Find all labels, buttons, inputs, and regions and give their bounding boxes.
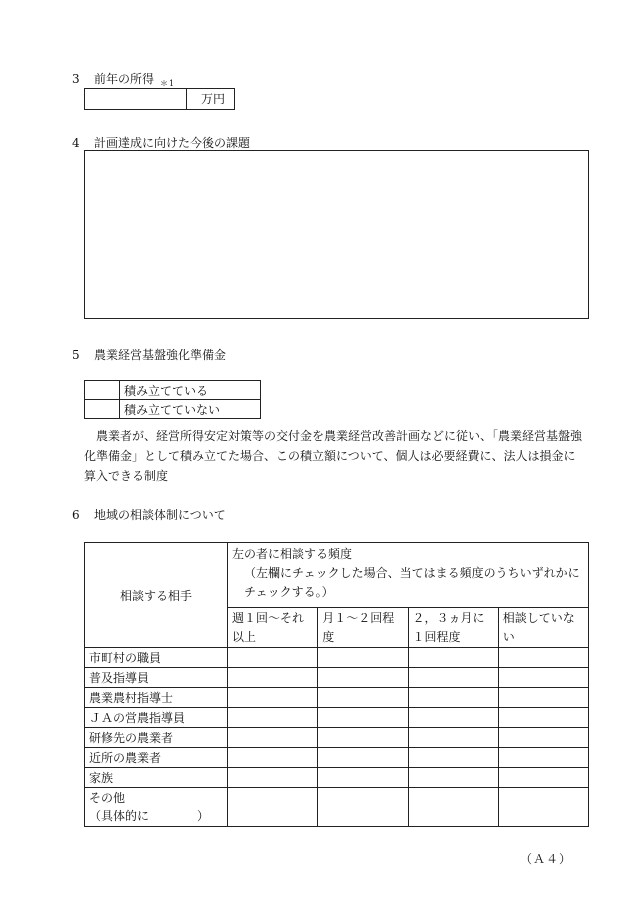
frequency-cell[interactable] bbox=[408, 748, 498, 768]
other-consultant-label: その他 bbox=[89, 791, 126, 805]
table-row bbox=[85, 648, 589, 668]
reserve-option-label: 積み立てている bbox=[120, 381, 261, 400]
frequency-cell[interactable] bbox=[318, 788, 408, 827]
consultation-table bbox=[84, 542, 589, 827]
reserve-choice-table bbox=[84, 380, 261, 419]
consultant-label: 家族 bbox=[85, 768, 228, 788]
frequency-cell[interactable] bbox=[408, 788, 498, 827]
consultant-label: 普及指導員 bbox=[85, 668, 228, 688]
frequency-column-header: 月１～２回程度 bbox=[318, 608, 408, 648]
table-row bbox=[85, 668, 589, 688]
consultant-label: 研修先の農業者 bbox=[85, 728, 228, 748]
other-consultant-cell bbox=[85, 788, 228, 827]
frequency-cell[interactable] bbox=[408, 668, 498, 688]
frequency-header bbox=[228, 543, 589, 608]
frequency-cell[interactable] bbox=[498, 728, 588, 748]
frequency-cell[interactable] bbox=[228, 728, 318, 748]
other-consultant-detail: （具体的に ） bbox=[89, 809, 210, 823]
frequency-cell[interactable] bbox=[318, 728, 408, 748]
frequency-cell[interactable] bbox=[228, 688, 318, 708]
frequency-column-header: ２，３ヵ月に１回程度 bbox=[408, 608, 498, 648]
frequency-cell[interactable] bbox=[318, 688, 408, 708]
table-row bbox=[85, 768, 589, 788]
frequency-cell[interactable] bbox=[408, 708, 498, 728]
frequency-column-header: 相談していない bbox=[498, 608, 588, 648]
income-input[interactable] bbox=[85, 89, 187, 109]
page-code: （Ａ４） bbox=[519, 852, 572, 866]
section-title: 地域の相談体制について bbox=[94, 508, 226, 522]
table-row bbox=[85, 728, 589, 748]
table-row bbox=[85, 688, 589, 708]
consultant-label: 市町村の職員 bbox=[85, 648, 228, 668]
reserve-checkbox[interactable] bbox=[85, 381, 120, 400]
reserve-option-label: 積み立てていない bbox=[120, 400, 261, 419]
who-column-header: 相談する相手 bbox=[85, 543, 228, 648]
section-number: 5 bbox=[72, 348, 80, 362]
section-number: 6 bbox=[72, 508, 80, 522]
frequency-cell[interactable] bbox=[228, 748, 318, 768]
frequency-cell[interactable] bbox=[228, 788, 318, 827]
frequency-cell[interactable] bbox=[498, 788, 588, 827]
income-field bbox=[84, 88, 235, 110]
section-title: 農業経営基盤強化準備金 bbox=[94, 348, 227, 362]
section-3-heading bbox=[72, 70, 175, 87]
frequency-cell[interactable] bbox=[498, 688, 588, 708]
section-4-heading bbox=[72, 134, 250, 151]
frequency-cell[interactable] bbox=[498, 708, 588, 728]
section-6-heading bbox=[72, 506, 226, 523]
frequency-cell[interactable] bbox=[408, 688, 498, 708]
frequency-cell[interactable] bbox=[498, 668, 588, 688]
reserve-option-row bbox=[85, 400, 261, 419]
frequency-cell[interactable] bbox=[318, 708, 408, 728]
frequency-cell[interactable] bbox=[228, 648, 318, 668]
frequency-cell[interactable] bbox=[498, 748, 588, 768]
section-title: 前年の所得 bbox=[94, 72, 155, 86]
frequency-cell[interactable] bbox=[408, 768, 498, 788]
frequency-cell[interactable] bbox=[408, 728, 498, 748]
frequency-cell[interactable] bbox=[408, 648, 498, 668]
frequency-cell[interactable] bbox=[318, 768, 408, 788]
consultant-label: 農業農村指導士 bbox=[85, 688, 228, 708]
consultant-label: ＪＡの営農指導員 bbox=[85, 708, 228, 728]
frequency-cell[interactable] bbox=[318, 668, 408, 688]
reserve-option-row bbox=[85, 381, 261, 400]
section-number: 4 bbox=[72, 136, 80, 150]
frequency-cell[interactable] bbox=[318, 748, 408, 768]
frequency-header-title: 左の者に相談する頻度 bbox=[232, 547, 353, 561]
table-row-other bbox=[85, 788, 589, 827]
frequency-column-header: 週１回～それ以上 bbox=[228, 608, 318, 648]
frequency-cell[interactable] bbox=[228, 708, 318, 728]
frequency-header-note: （左欄にチェックした場合、当てはまる頻度のうちいずれかにチェックする。） bbox=[244, 566, 580, 599]
reserve-description: 農業者が、経営所得安定対策等の交付金を農業経営改善計画などに従い、「農業経営基盤強化準備金」として積み立てた場合、この積立額について、個人は必要経費に、法人は損金に算入できる制度 bbox=[84, 429, 583, 483]
table-row bbox=[85, 748, 589, 768]
section-title: 計画達成に向けた今後の課題 bbox=[94, 136, 251, 150]
section-number: 3 bbox=[72, 72, 80, 86]
table-row bbox=[85, 708, 589, 728]
income-unit-label: 万円 bbox=[201, 92, 226, 106]
frequency-cell[interactable] bbox=[228, 668, 318, 688]
table-header-row bbox=[85, 543, 589, 608]
note-mark: ＊1 bbox=[160, 79, 176, 88]
consultant-label: 近所の農業者 bbox=[85, 748, 228, 768]
reserve-checkbox[interactable] bbox=[85, 400, 120, 419]
frequency-cell[interactable] bbox=[498, 648, 588, 668]
frequency-cell[interactable] bbox=[228, 768, 318, 788]
frequency-cell[interactable] bbox=[318, 648, 408, 668]
section-5-heading bbox=[72, 346, 226, 363]
frequency-cell[interactable] bbox=[498, 768, 588, 788]
issues-textarea[interactable] bbox=[84, 150, 589, 319]
